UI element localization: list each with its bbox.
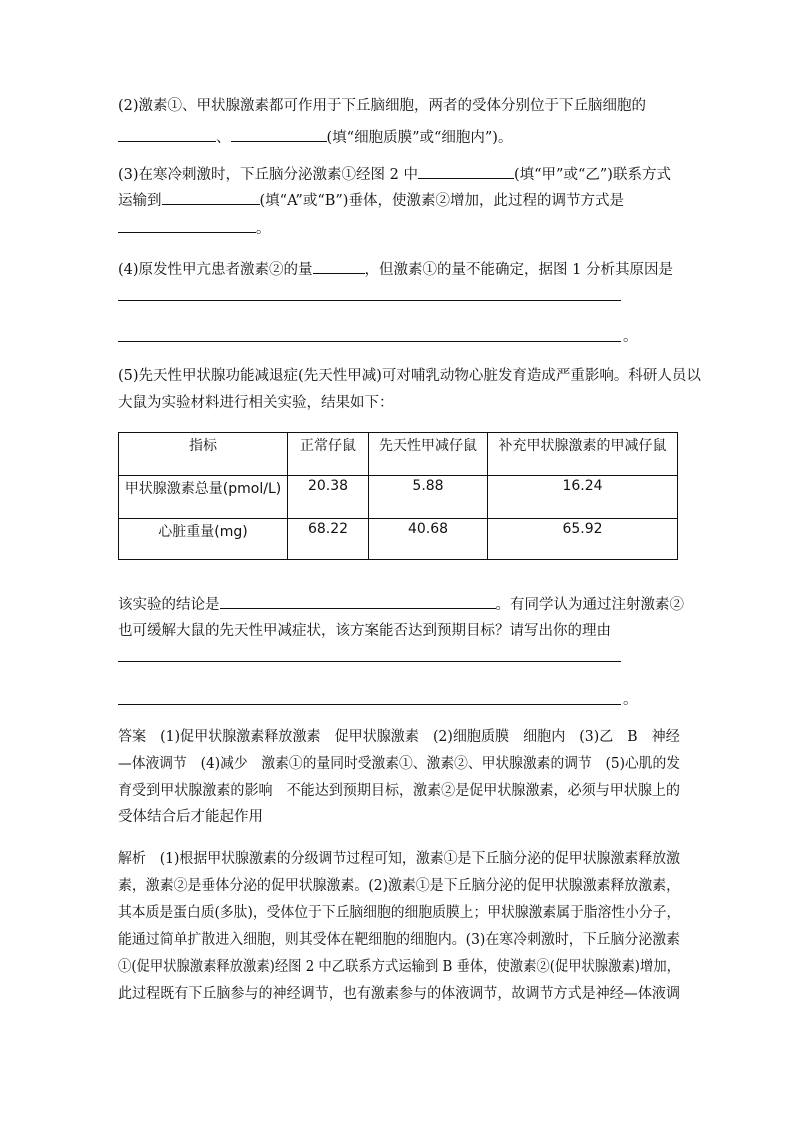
q4-text-a: (4)原发性甲亢患者激素②的量 [118,262,313,278]
answer-line-text: 育受到甲状腺激素的影响 不能达到预期目标，激素②是促甲状腺激素，必须与甲状腺上的 [118,783,680,799]
q3-text-c: 运输到 [118,193,162,209]
table-header-cell: 正常仔鼠 [288,433,369,476]
answer-blank[interactable] [418,164,514,179]
analysis-line: 其本质是蛋白质(多肽)，受体位于下丘脑细胞的细胞质膜上；甲状腺激素属于脂溶性小分子， [118,905,681,921]
answer-blank[interactable] [231,127,327,142]
table-row [119,476,678,519]
answer-line[interactable] [118,660,621,662]
table-cell: 甲状腺激素总量(pmol/L) [119,476,288,519]
table-header-row [119,433,678,476]
table-cell: 65.92 [488,519,678,560]
answer-blank[interactable] [313,259,365,274]
q3-end: 。 [256,221,271,237]
table-header-cell: 补充甲状腺激素的甲减仔鼠 [488,433,678,476]
q5-line4: 也可缓解大鼠的先天性甲减症状，该方案能否达到预期目标？请写出你的理由 [118,623,611,639]
table-cell: 68.22 [288,519,369,560]
q2-line1: (2)激素①、甲状腺激素都可作用于下丘脑细胞，两者的受体分别位于下丘脑细胞的 [118,98,647,114]
table-cell: 20.38 [288,476,369,519]
table-header-cell: 指标 [119,433,288,476]
q3-line3 [118,218,271,239]
analysis-line: 能通过简单扩散进入细胞，则其受体在靶细胞的细胞内。(3)在寒冷刺激时，下丘脑分泌激素 [118,932,681,948]
table-cell: 16.24 [488,476,678,519]
answer-line-text: 受体结合后才能起作用 [118,809,263,825]
table-cell: 5.88 [369,476,488,519]
analysis-line: ①(促甲状腺激素释放激素)经图 2 中乙联系方式运输到 B 垂体，使激素②(促甲状腺激素)增加， [118,959,680,975]
table-cell: 40.68 [369,519,488,560]
answer-blank[interactable] [162,190,260,205]
table-header-cell: 先天性甲减仔鼠 [369,433,488,476]
answer-line[interactable] [118,299,621,301]
results-table [118,432,678,560]
q5-end: 。 [623,692,638,708]
q2-sep: 、 [216,130,231,146]
answer-line[interactable] [118,703,621,705]
q5-text-a: 该实验的结论是 [118,597,220,613]
analysis-line: 素，激素②是垂体分泌的促甲状腺激素。(2)激素①是下丘脑分泌的促甲状腺激素释放激素， [118,878,681,894]
q4-line1 [118,259,673,280]
analysis-line: 解析 (1)根据甲状腺激素的分级调节过程可知，激素①是下丘脑分泌的促甲状腺激素释放激 [118,851,681,867]
q3-text-d: (填“A”或“B”)垂体，使激素②增加，此过程的调节方式是 [259,193,624,209]
q3-line2 [118,190,624,211]
answer-blank[interactable] [118,127,216,142]
table-row [119,519,678,560]
q5-line1: (5)先天性甲状腺功能减退症(先天性甲减)可对哺乳动物心脏发育造成严重影响。科研人员以 [118,368,701,384]
answer-blank[interactable] [118,218,256,233]
q2-hint: (填“细胞质膜”或“细胞内”)。 [326,130,513,146]
q5-text-b: 。有同学认为通过注射激素② [495,597,684,613]
answer-line-text: —体液调节 (4)减少 激素①的量同时受激素①、激素②、甲状腺激素的调节 (5)心肌的发 [118,756,681,772]
q4-text-b: ，但激素①的量不能确定，据图 1 分析其原因是 [364,262,673,278]
table-cell: 心脏重量(mg) [119,519,288,560]
q3-text-b: (填“甲”或“乙”)联系方式 [513,167,671,183]
q2-line2 [118,127,512,148]
answer-blank[interactable] [220,594,496,609]
q3-text-a: (3)在寒冷刺激时，下丘脑分泌激素①经图 2 中 [118,167,418,183]
analysis-line: 此过程既有下丘脑参与的神经调节，也有激素参与的体液调节，故调节方式是神经—体液调 [118,986,680,1002]
q3-line1 [118,164,671,185]
q4-end: 。 [623,329,638,345]
q5-line2: 大鼠为实验材料进行相关实验，结果如下： [118,395,394,411]
q5-conclusion-line [118,594,684,615]
answer-line[interactable] [118,340,621,342]
answer-line-text: 答案 (1)促甲状腺激素释放激素 促甲状腺激素 (2)细胞质膜 细胞内 (3)乙 B 神经 [118,729,680,745]
